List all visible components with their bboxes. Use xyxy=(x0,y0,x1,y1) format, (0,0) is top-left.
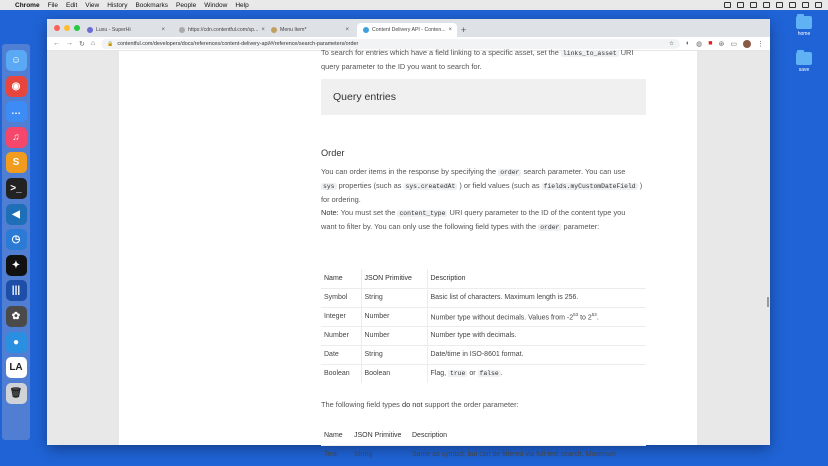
text: support the order parameter: xyxy=(424,400,519,409)
tab-menu-item[interactable] xyxy=(265,23,355,37)
dock-tweetbot-icon[interactable]: ● xyxy=(6,332,27,353)
tab-title: Content Delivery API - Conten... xyxy=(372,27,446,33)
column-header: Name xyxy=(324,274,343,282)
exponent: 53 xyxy=(591,311,597,317)
cell-name: Number xyxy=(321,326,361,345)
browser-window xyxy=(47,19,770,459)
dock-chrome-icon[interactable]: ◉ xyxy=(6,76,27,97)
text: or xyxy=(469,370,476,378)
cell-name: Text xyxy=(321,445,351,464)
lock-icon[interactable]: 🔒 xyxy=(107,40,114,47)
table-row xyxy=(321,345,646,364)
menu-help[interactable]: Help xyxy=(235,1,249,9)
cell-primitive: Number xyxy=(361,307,427,326)
inline-code: sys.createdAt xyxy=(405,183,456,190)
desktop-folder-label: home xyxy=(797,31,811,37)
inline-code: false xyxy=(479,370,499,378)
menu-chrome[interactable]: Chrome xyxy=(15,1,40,9)
query-entries-callout[interactable] xyxy=(321,79,646,115)
cell-description xyxy=(427,364,646,383)
back-icon[interactable]: ← xyxy=(53,40,60,47)
text: parameter: xyxy=(563,222,600,231)
desktop-folder-label: save xyxy=(798,67,810,73)
column-header: Description xyxy=(427,269,646,288)
close-window-button[interactable] xyxy=(54,25,60,31)
menu-dots-icon[interactable]: ⋮ xyxy=(757,40,764,48)
dock-vscode-icon[interactable]: ◀ xyxy=(6,204,27,225)
menu-bookmarks[interactable]: Bookmarks xyxy=(135,1,168,9)
column-header: JSON Primitive xyxy=(354,431,402,439)
cell-primitive: String xyxy=(351,445,409,464)
spotlight-icon[interactable] xyxy=(815,2,822,8)
text: The following field types xyxy=(321,400,400,409)
cell-primitive: Number xyxy=(361,326,427,345)
table-row xyxy=(321,364,646,383)
tab-title: https://cdn.contentful.com/sp... xyxy=(188,27,259,33)
not-supported-paragraph xyxy=(321,398,649,411)
text: search parameter. You can use xyxy=(523,167,626,176)
text: Number type without decimals. Values from -2 xyxy=(430,314,574,322)
dock-terminal-icon[interactable]: >_ xyxy=(6,178,27,199)
close-tab-icon[interactable]: × xyxy=(161,27,165,33)
cell-description: Date/time in ISO-8601 format. xyxy=(427,345,646,364)
text: for ordering. xyxy=(321,195,361,204)
cell-name: Boolean xyxy=(321,364,361,383)
close-tab-icon[interactable]: × xyxy=(261,27,265,33)
menu-window[interactable]: Window xyxy=(204,1,228,9)
dock-timer-icon[interactable]: ◷ xyxy=(6,229,27,250)
extension-icon[interactable]: ⊛ xyxy=(718,40,725,48)
page-viewport xyxy=(47,48,770,459)
cell-name: Date xyxy=(321,345,361,364)
text: URI query parameter to the ID of the content type you xyxy=(449,208,626,217)
inline-code: content_type xyxy=(399,210,446,217)
extensions xyxy=(686,40,764,48)
status-icons xyxy=(724,2,828,8)
dock-finder-icon[interactable]: ☺ xyxy=(6,50,27,71)
text: . xyxy=(500,370,503,378)
cell-primitive: Boolean xyxy=(361,364,427,383)
dock-messages-icon[interactable]: … xyxy=(6,101,27,122)
callout-title: Query entries xyxy=(333,91,397,103)
text: properties (such as xyxy=(338,181,402,190)
text: You can order items in the response by specifying the xyxy=(321,167,497,176)
favicon-icon xyxy=(179,27,185,33)
dock-app-la-icon[interactable]: LA xyxy=(6,357,27,378)
column-header: Name xyxy=(324,431,343,439)
url-text[interactable]: contentful.com/developers/docs/references/content-delivery-api/#/reference/search-parameters/order xyxy=(117,40,359,47)
menu-file[interactable]: File xyxy=(47,1,59,9)
cell-description: Basic list of characters. Maximum length is 256. xyxy=(427,288,646,307)
text: want to filter by. You can only use the following field types with the xyxy=(321,222,537,231)
inline-code: sys xyxy=(323,183,335,190)
column-header: Description xyxy=(412,431,448,439)
cell-name: Symbol xyxy=(321,288,361,307)
avatar[interactable] xyxy=(743,40,751,48)
column-header: JSON Primitive xyxy=(361,269,427,288)
inline-code: links_to_asset xyxy=(562,50,617,57)
status-icon[interactable] xyxy=(763,2,770,8)
table-header-row xyxy=(321,426,646,445)
reload-icon[interactable]: ↻ xyxy=(79,40,85,48)
cell-primitive: String xyxy=(361,288,427,307)
unsupported-types-table xyxy=(321,426,646,464)
tab-title: Luxu - SuperHi xyxy=(96,27,131,33)
text: ) or field values (such as xyxy=(459,181,540,190)
dock-tower-icon[interactable]: ||| xyxy=(6,280,27,301)
wifi-icon[interactable] xyxy=(789,2,796,8)
extension-icon[interactable]: ◍ xyxy=(696,40,703,48)
table-header-row xyxy=(321,269,646,288)
inline-code: true xyxy=(450,370,466,378)
emphasis: do not xyxy=(401,400,423,409)
bookmark-star-icon[interactable]: ☆ xyxy=(669,40,674,47)
tab-title: Menu Item* xyxy=(280,27,307,33)
folder-icon xyxy=(796,16,812,29)
desktop-folder-save[interactable] xyxy=(786,52,822,73)
menu-edit[interactable]: Edit xyxy=(66,1,78,9)
zoom-window-button[interactable] xyxy=(74,25,80,31)
close-tab-icon[interactable]: × xyxy=(345,27,349,33)
dock-photos-icon[interactable]: ✿ xyxy=(6,306,27,327)
intro-paragraph xyxy=(321,46,649,73)
new-tab-button[interactable]: + xyxy=(461,25,467,35)
inline-code: order xyxy=(540,224,560,231)
cell-primitive: String xyxy=(361,345,427,364)
note-label: Note: xyxy=(321,208,339,217)
favicon-icon xyxy=(271,27,277,33)
tab-bar xyxy=(47,19,770,37)
text: Flag, xyxy=(430,370,447,378)
dock-music-icon[interactable]: ♫ xyxy=(6,127,27,148)
tab-content-delivery-api[interactable] xyxy=(357,23,457,37)
menu-view[interactable]: View xyxy=(85,1,100,9)
table-row xyxy=(321,445,646,464)
intro-text: query parameter to the ID you want to search for. xyxy=(321,62,482,71)
tab-superhi[interactable] xyxy=(81,23,171,37)
cell-name: Integer xyxy=(321,307,361,326)
status-icon[interactable] xyxy=(724,2,731,8)
tab-cdn[interactable] xyxy=(173,23,263,37)
home-icon[interactable]: ⌂ xyxy=(90,40,96,47)
favicon-icon xyxy=(363,27,369,33)
menu-people[interactable]: People xyxy=(175,1,197,9)
table-row xyxy=(321,307,646,326)
extension-icon[interactable]: ■ xyxy=(708,40,713,47)
menubar xyxy=(0,0,828,10)
scrollbar-thumb[interactable] xyxy=(767,297,769,307)
folder-icon xyxy=(796,52,812,65)
intro-text: URI xyxy=(620,48,634,57)
cell-description: Same as symbol, but can be filtered via full-text search. Maximum xyxy=(409,445,646,464)
note-paragraph xyxy=(321,206,649,234)
menu-history[interactable]: History xyxy=(107,1,128,9)
extension-icon[interactable]: ◐ xyxy=(685,40,691,47)
text: You must set the xyxy=(340,208,396,217)
status-icon[interactable] xyxy=(750,2,757,8)
extension-icon[interactable]: ▭ xyxy=(730,40,737,48)
window-controls xyxy=(54,25,80,31)
order-heading: Order xyxy=(321,148,345,158)
battery-icon[interactable] xyxy=(802,2,809,8)
dock-sublime-icon[interactable]: S xyxy=(6,152,27,173)
text: ) xyxy=(639,181,643,190)
table-row xyxy=(321,326,646,345)
inline-code: fields.myCustomDateField xyxy=(543,183,636,190)
close-tab-icon[interactable]: × xyxy=(448,27,453,33)
doc-content xyxy=(119,48,697,459)
forward-icon[interactable]: → xyxy=(66,40,73,47)
status-icon[interactable] xyxy=(737,2,744,8)
status-icon[interactable] xyxy=(776,2,783,8)
order-types-table xyxy=(321,269,646,383)
minimize-window-button[interactable] xyxy=(64,25,70,31)
order-paragraph xyxy=(321,165,649,206)
desktop-folder-home[interactable] xyxy=(786,16,822,37)
dock-figma-icon[interactable]: ✦ xyxy=(6,255,27,276)
text: . xyxy=(596,314,599,322)
text: to 2 xyxy=(578,314,592,322)
dock-trash-icon[interactable]: 🗑 xyxy=(6,383,27,404)
cell-description xyxy=(427,307,646,326)
inline-code: order xyxy=(500,169,520,176)
cell-description: Number type with decimals. xyxy=(427,326,646,345)
intro-text: To search for entries which have a field linking to a specific asset, set the xyxy=(321,48,559,57)
table-row xyxy=(321,288,646,307)
exponent: 53 xyxy=(573,311,579,317)
favicon-icon xyxy=(87,27,93,33)
dock xyxy=(2,44,30,440)
